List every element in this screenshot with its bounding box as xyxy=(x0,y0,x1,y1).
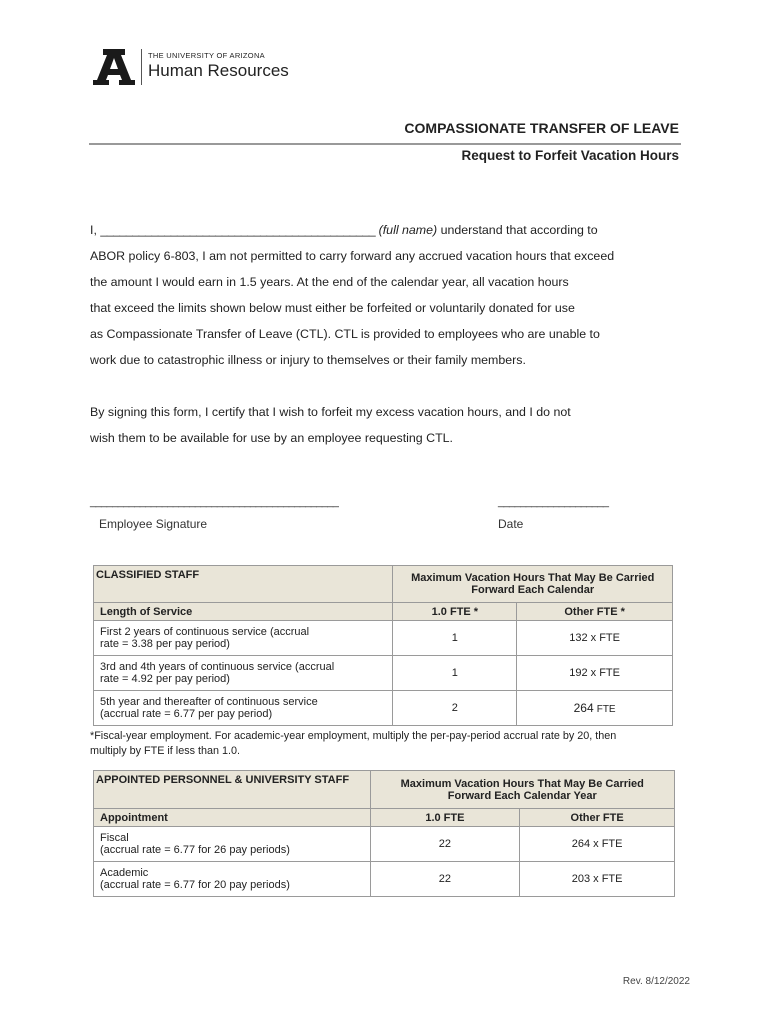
date-label: Date xyxy=(498,517,524,531)
appointment-cell xyxy=(94,827,371,862)
table-header-row xyxy=(94,566,673,603)
fte-cell: 22 xyxy=(370,862,520,897)
certification-paragraph xyxy=(90,399,690,451)
service-text: First 2 years of continuous service (accrual xyxy=(100,626,310,638)
table-row xyxy=(94,621,673,656)
policy-paragraph xyxy=(90,217,690,373)
other-fte-cell: 192 x FTE xyxy=(517,656,673,691)
max-hours-header xyxy=(393,566,673,603)
table-row xyxy=(94,691,673,726)
other-fte-number: 264 xyxy=(573,701,594,715)
paragraph-line: wish them to be available for use by an employee requesting CTL. xyxy=(90,431,453,445)
other-fte-cell xyxy=(517,691,673,726)
footnote-line: *Fiscal-year employment. For academic-year employment, multiply the per-pay-period accrual rate by 20, then xyxy=(90,730,617,742)
paragraph-line: the amount I would earn in 1.5 years. At the end of the calendar year, all vacation hours xyxy=(90,275,569,289)
service-rate: rate = 3.38 per pay period) xyxy=(100,638,230,650)
paragraph-line: that exceed the limits shown below must either be forfeited or voluntarily donated for use xyxy=(90,301,575,315)
classified-staff-table xyxy=(93,565,673,726)
max-hours-text: Maximum Vacation Hours That May Be Carried xyxy=(400,777,644,790)
paragraph-line xyxy=(90,217,690,243)
appointment-cell xyxy=(94,862,371,897)
paragraph-line: By signing this form, I certify that I wish to forfeit my excess vacation hours, and I do not xyxy=(90,405,571,419)
line-suffix: understand that according to xyxy=(437,223,598,237)
fte-cell: 1 xyxy=(393,621,517,656)
signature-field[interactable]: _____________________________________________ xyxy=(90,496,339,508)
full-name-field[interactable]: ___________________________________________ xyxy=(100,223,376,237)
service-rate: rate = 4.92 per pay period) xyxy=(100,673,230,685)
title-divider xyxy=(89,143,681,145)
university-name: THE UNIVERSITY OF ARIZONA xyxy=(148,51,265,60)
signature-label: Employee Signature xyxy=(99,517,208,531)
table-row xyxy=(94,656,673,691)
full-name-hint: (full name) xyxy=(378,223,438,237)
service-cell xyxy=(94,691,393,726)
service-cell xyxy=(94,656,393,691)
service-text: 3rd and 4th years of continuous service (accrual xyxy=(100,661,335,673)
category-header: APPOINTED PERSONNEL & UNIVERSITY STAFF xyxy=(94,771,371,809)
category-header: CLASSIFIED STAFF xyxy=(94,566,393,603)
footnote xyxy=(90,729,680,759)
revision-date: Rev. 8/12/2022 xyxy=(622,976,690,987)
paragraph-line: work due to catastrophic illness or injury to themselves or their family members. xyxy=(90,353,526,367)
table-row xyxy=(94,827,675,862)
col-other-fte: Other FTE xyxy=(520,809,675,827)
service-text: 5th year and thereafter of continuous service xyxy=(100,696,318,708)
document-title: COMPASSIONATE TRANSFER OF LEAVE xyxy=(404,120,679,136)
column-header-row xyxy=(94,809,675,827)
appointment-rate: (accrual rate = 6.77 for 26 pay periods) xyxy=(100,844,290,856)
appointment-type: Academic xyxy=(100,867,149,879)
department-name: Human Resources xyxy=(148,61,289,80)
appointment-rate: (accrual rate = 6.77 for 20 pay periods) xyxy=(100,879,290,891)
service-cell xyxy=(94,621,393,656)
other-fte-cell: 132 x FTE xyxy=(517,621,673,656)
other-fte-cell: 264 x FTE xyxy=(520,827,675,862)
line-prefix: I, xyxy=(90,223,101,237)
block-a-logo-icon xyxy=(91,47,137,87)
paragraph-line: ABOR policy 6-803, I am not permitted to carry forward any accrued vacation hours that exceed xyxy=(90,249,615,263)
footnote-line: multiply by FTE if less than 1.0. xyxy=(90,745,241,757)
col-other-fte: Other FTE * xyxy=(517,603,673,621)
col-fte: 1.0 FTE * xyxy=(393,603,517,621)
column-header-row xyxy=(94,603,673,621)
col-appointment: Appointment xyxy=(94,809,371,827)
table-header-row xyxy=(94,771,675,809)
other-fte-unit: FTE xyxy=(596,704,616,715)
appointed-staff-table xyxy=(93,770,675,897)
paragraph-line: as Compassionate Transfer of Leave (CTL). CTL is provided to employees who are unable to xyxy=(90,327,600,341)
col-length-of-service: Length of Service xyxy=(94,603,393,621)
fte-cell: 1 xyxy=(393,656,517,691)
university-logo xyxy=(91,47,321,89)
col-fte: 1.0 FTE xyxy=(370,809,520,827)
document-subtitle: Request to Forfeit Vacation Hours xyxy=(461,148,679,163)
date-field[interactable]: ____________________ xyxy=(498,496,609,508)
logo-divider xyxy=(141,49,142,85)
appointment-type: Fiscal xyxy=(100,832,129,844)
max-hours-text: Maximum Vacation Hours That May Be Carried Forward Each Calendar xyxy=(411,572,655,596)
service-rate: (accrual rate = 6.77 per pay period) xyxy=(100,708,273,720)
max-hours-header xyxy=(370,771,674,809)
other-fte-cell: 203 x FTE xyxy=(520,862,675,897)
fte-cell: 2 xyxy=(393,691,517,726)
fte-cell: 22 xyxy=(370,827,520,862)
table-row xyxy=(94,862,675,897)
max-hours-text: Forward Each Calendar Year xyxy=(447,789,597,802)
